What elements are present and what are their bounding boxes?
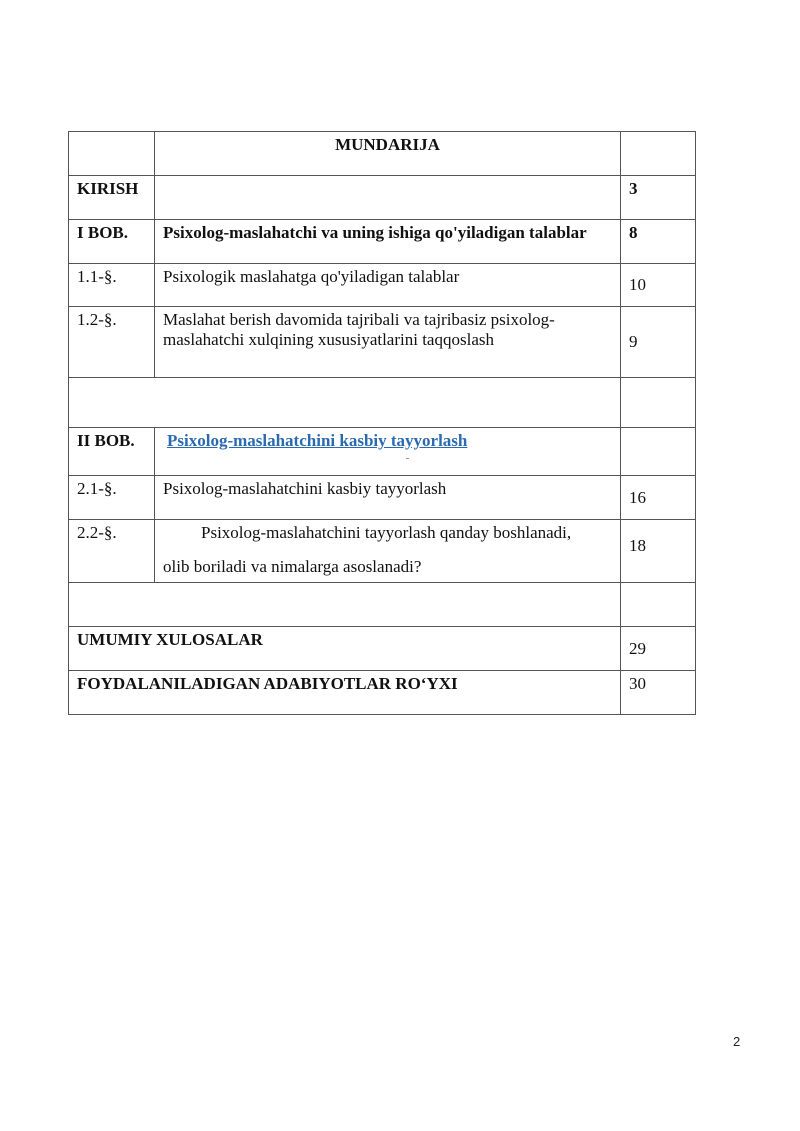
chapter2-title-link[interactable]: Psixolog-maslahatchini kasbiy tayyorlash [167,431,468,450]
conclusion-page: 29 [621,627,696,671]
section-2-1-label: 2.1-§. [69,476,155,520]
page-number: 2 [733,1034,741,1049]
toc-row-chapter2 [69,428,696,476]
intro-page: 3 [621,176,696,220]
chapter2-label: II BOB. [69,428,155,476]
empty-cell [621,428,696,476]
toc-row-chapter1 [69,220,696,264]
section-2-2-page: 18 [621,520,696,583]
chapter1-page: 8 [621,220,696,264]
section-2-2-title-line2: olib boriladi va nimalarga asoslanadi? [163,557,422,576]
toc-spacer-row [69,378,696,428]
section-1-2-label: 1.2-§. [69,307,155,378]
conclusion-label: UMUMIY XULOSALAR [69,627,621,671]
toc-title: MUNDARIJA [155,132,621,176]
toc-row-section-2-2 [69,520,696,583]
references-label: FOYDALANILADIGAN ADABIYOTLAR RO‘YXI [69,671,621,715]
toc-row-section-1-1 [69,264,696,307]
toc-row-intro [69,176,696,220]
table-of-contents [68,131,696,715]
empty-cell [69,132,155,176]
toc-spacer-row [69,583,696,627]
toc-row-section-1-2 [69,307,696,378]
toc-row-references [69,671,696,715]
chapter1-title: Psixolog-maslahatchi va uning ishiga qo'yiladigan talablar [155,220,621,264]
empty-cell [621,583,696,627]
section-1-2-page: 9 [621,307,696,378]
section-2-2-label: 2.2-§. [69,520,155,583]
references-page: 30 [621,671,696,715]
toc-title-row [69,132,696,176]
chapter1-label: I BOB. [69,220,155,264]
section-1-1-label: 1.1-§. [69,264,155,307]
section-1-1-title: Psixologik maslahatga qo'yiladigan talablar [155,264,621,307]
chapter2-mark: - [405,452,410,464]
empty-cell [621,132,696,176]
toc-row-section-2-1 [69,476,696,520]
empty-cell [69,378,621,428]
section-1-2-title: Maslahat berish davomida tajribali va tajribasiz psixolog-maslahatchi xulqining xususiyatlarini taqqoslash [155,307,621,378]
empty-cell [155,176,621,220]
empty-cell [69,583,621,627]
intro-label: KIRISH [69,176,155,220]
toc-row-conclusion [69,627,696,671]
section-2-1-title: Psixolog-maslahatchini kasbiy tayyorlash [155,476,621,520]
section-1-1-page: 10 [621,264,696,307]
section-2-2-title-line1: Psixolog-maslahatchini tayyorlash qanday boshlanadi, [201,523,572,542]
section-2-1-page: 16 [621,476,696,520]
empty-cell [621,378,696,428]
